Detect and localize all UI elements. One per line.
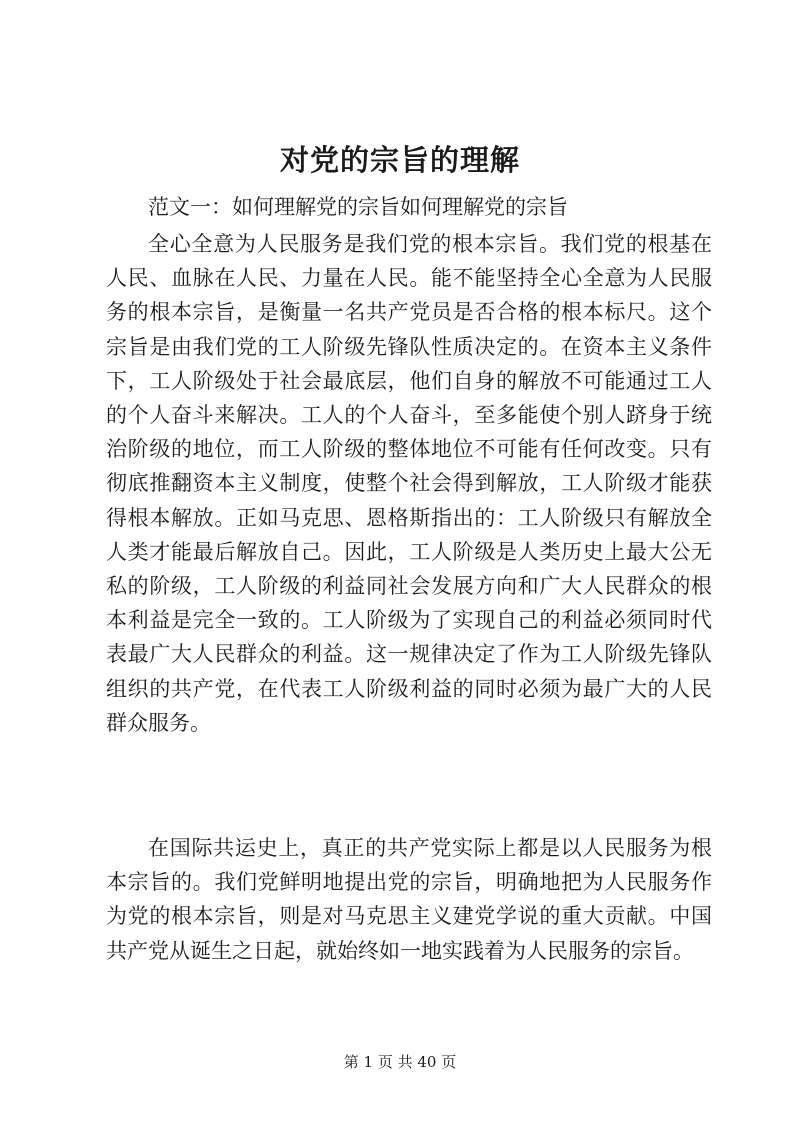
page-footer: 第 1 页 共 40 页 <box>343 1053 457 1071</box>
document-title: 对党的宗旨的理解 <box>279 143 520 177</box>
document-subtitle: 范文一：如何理解党的宗旨如何理解党的宗旨 <box>148 195 568 219</box>
paragraph-2: 在国际共运史上，真正的共产党实际上都是以人民服务为根本宗旨的。我们党鲜明地提出党的宗旨，明确地把为人民服务作为党的根本宗旨，则是对马克思主义建党学说的重大贡献。中国共产党从诞生之日起，就始终如一地实践着为人民服务的宗旨。 <box>106 836 712 963</box>
paragraph-1: 全心全意为人民服务是我们党的根本宗旨。我们党的根基在人民、血脉在人民、力量在人民。能不能坚持全心全意为人民服务的根本宗旨，是衡量一名共产党员是否合格的根本标尺。这个宗旨是由我们党的工人阶级先锋队性质决定的。在资本主义条件下，工人阶级处于社会最底层，他们自身的解放不可能通过工人的个人奋斗来解决。工人的个人奋斗，至多能使个别人跻身于统治阶级的地位，而工人阶级的整体地位不可能有任何改变。只有彻底推翻资本主义制度，使整个社会得到解放，工人阶级才能获得根本解放。正如马克思、恩格斯指出的：工人阶级只有解放全人类才能最后解放自己。因此，工人阶级是人类历史上最大公无私的阶级，工人阶级的利益同社会发展方向和广大人民群众的根本利益是完全一致的。工人阶级为了实现自己的利益必须同时代表最广大人民群众的利益。这一规律决定了作为工人阶级先锋队组织的共产党，在代表工人阶级利益的同时必须为最广大的人民群众服务。 <box>106 232 712 735</box>
